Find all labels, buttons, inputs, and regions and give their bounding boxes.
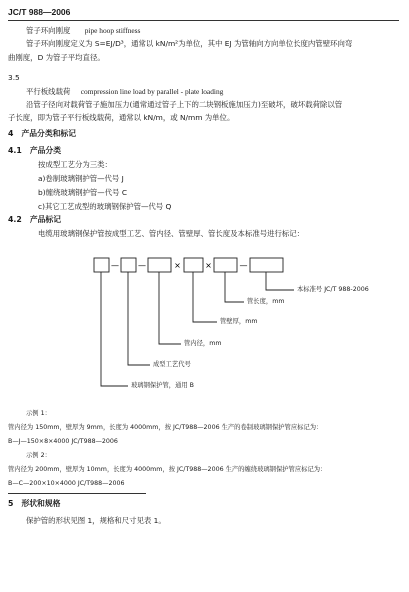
term-en: compression line load by parallel - plate loading — [80, 87, 224, 96]
label-standard-number: 本标准号 JC/T 988-2006 — [297, 286, 369, 293]
code-box-process — [121, 258, 136, 272]
code-box-wall-thickness — [184, 258, 203, 272]
hoop-stiffness-def-line1: 管子环向刚度定义为 S=EJ/D³，通常以 kN/m²为单位，其中 EJ 为管轴向方向单位长度内管壁环向弯 — [26, 39, 353, 48]
example-end-rule — [8, 493, 146, 494]
label-wall-thickness: 管壁厚，mm — [220, 318, 258, 325]
leader-standard — [266, 272, 294, 290]
separator-dash: — — [138, 261, 146, 270]
separator-dash: — — [111, 261, 119, 270]
marking-intro: 电缆用玻璃钢保护管按成型工艺、管内径、管壁厚、管长度及本标准号进行标记： — [38, 229, 305, 238]
separator-times: × — [174, 261, 181, 270]
code-box-standard — [250, 258, 283, 272]
leader-length — [225, 272, 244, 302]
section-4-2-heading: 4.2 产品标记 — [8, 215, 61, 224]
example-2-marking: B—C—200×10×4000 JC/T988—2006 — [8, 480, 125, 487]
term-zh: 平行板线载荷 — [26, 87, 71, 96]
doc-code-header: JC/T 988—2006 — [8, 7, 71, 17]
example-1-desc: 管内径为 150mm，壁厚为 9mm，长度为 4000mm，按 JC/T988—2006 生产的卷制玻璃钢保护管应标记为： — [8, 424, 323, 431]
example-2-desc: 管内径为 200mm，壁厚为 10mm，长度为 4000mm，按 JC/T988—2006 生产的缠绕玻璃钢保护管应标记为： — [8, 466, 327, 473]
example-1-marking: B—J—150×8×4000 JC/T988—2006 — [8, 438, 118, 445]
example-2-title: 示例 2： — [26, 452, 51, 459]
separator-dash: — — [239, 261, 248, 270]
label-pipe-length: 管长度，mm — [247, 298, 285, 305]
hoop-stiffness-def-line2: 曲刚度，D 为管子平均直径。 — [8, 53, 105, 62]
code-box-length — [214, 258, 237, 272]
line-load-def-line1: 沿管子径向对载荷管子施加压力(通常通过管子上下的二块钢板施加压力)至破坏，破坏载荷除以管 — [26, 100, 343, 109]
label-inner-diameter: 管内径，mm — [184, 340, 222, 347]
term-en: pipe hoop stiffness — [84, 26, 141, 35]
section-4-heading: 4 产品分类和标记 — [8, 129, 77, 138]
leader-process — [128, 272, 150, 365]
leader-inner-diameter — [159, 272, 181, 344]
leader-general — [101, 272, 128, 386]
list-item: b)缠绕玻璃钢护管—代号 C — [38, 188, 127, 197]
classification-intro: 按成型工艺分为三类： — [38, 160, 112, 169]
list-item: a)卷制玻璃钢护管—代号 J — [38, 174, 124, 183]
example-1-title: 示例 1： — [26, 410, 51, 417]
label-general-product: 玻璃钢保护管，通用 B — [131, 382, 194, 389]
code-box-general — [94, 258, 109, 272]
label-process-code: 成型工艺代号 — [153, 361, 191, 368]
term-zh: 管子环向刚度 — [26, 26, 71, 35]
list-item: c)其它工艺成型的玻璃钢保护管—代号 Q — [38, 202, 172, 211]
section-5-text: 保护管的形状见图 1，规格和尺寸见表 1。 — [26, 516, 166, 525]
section-5-heading: 5 形状和规格 — [8, 499, 61, 508]
code-box-inner-diameter — [148, 258, 171, 272]
leader-wall-thickness — [193, 272, 217, 322]
section-4-1-heading: 4.1 产品分类 — [8, 146, 61, 155]
line-load-def-line2: 子长度，即为管子平行板线载荷，通常以 kN/m，或 N/mm 为单位。 — [8, 113, 235, 122]
section-number-3-5: 3.5 — [8, 73, 20, 82]
separator-times: × — [205, 261, 212, 270]
